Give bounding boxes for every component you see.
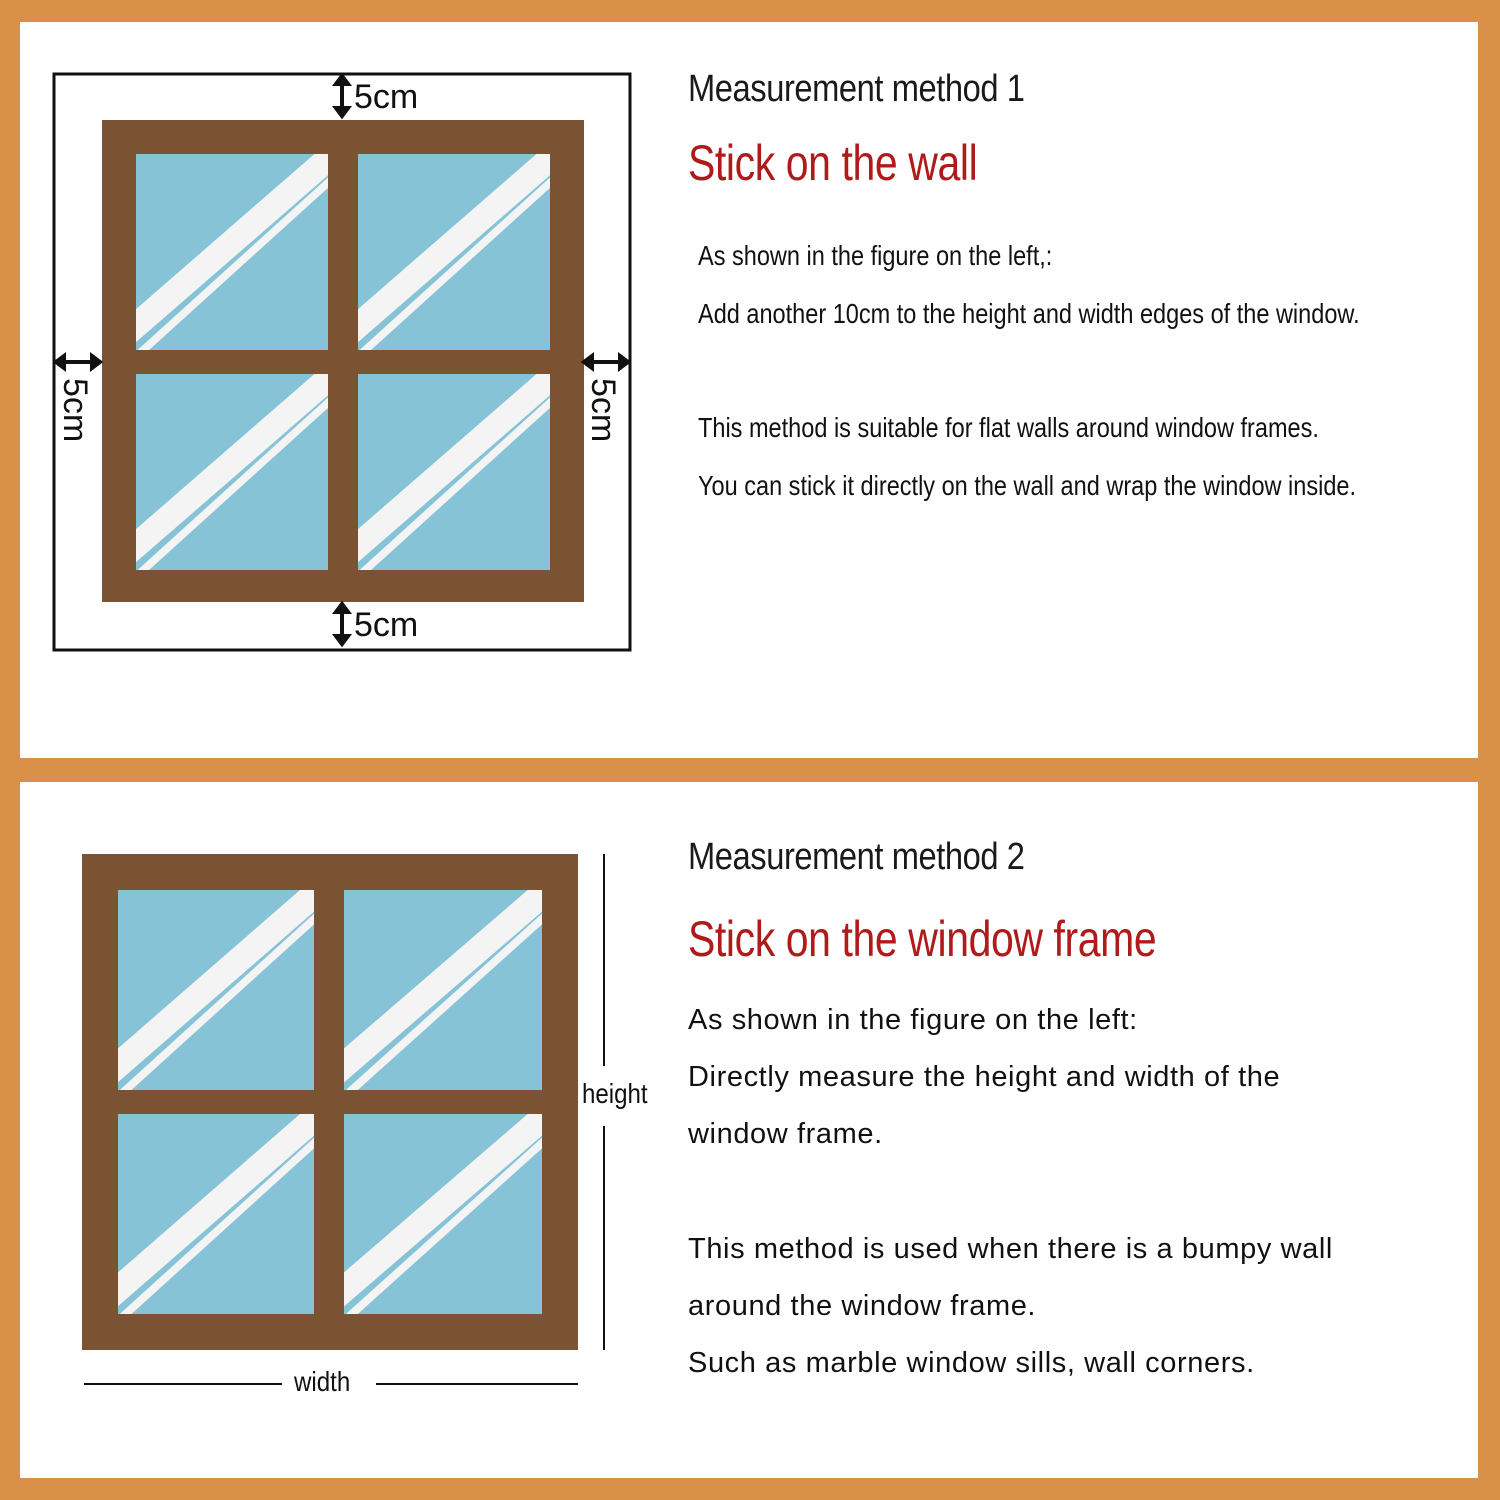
method2-line: Directly measure the height and width of the <box>688 1061 1281 1093</box>
method2-line: As shown in the figure on the left: <box>688 1004 1138 1036</box>
method2-panel <box>20 782 1478 1478</box>
method1-title: Stick on the wall <box>688 135 978 191</box>
method2-line: around the window frame. <box>688 1290 1037 1322</box>
method1-heading: Measurement method 1 <box>688 68 1025 110</box>
left-margin-label: 5cm <box>56 378 94 443</box>
method1-line: Add another 10cm to the height and width edges of the window. <box>698 298 1360 329</box>
method2-heading: Measurement method 2 <box>688 836 1025 878</box>
height-label: height <box>582 1078 648 1109</box>
width-label: width <box>294 1366 351 1397</box>
method1-panel <box>20 22 1478 758</box>
window-diagram-wall <box>20 22 1478 758</box>
bottom-margin-label: 5cm <box>354 606 419 644</box>
method1-line: You can stick it directly on the wall and wrap the window inside. <box>698 470 1357 501</box>
top-margin-label: 5cm <box>354 78 419 116</box>
method2-title: Stick on the window frame <box>688 911 1157 967</box>
method1-line: This method is suitable for flat walls around window frames. <box>698 412 1319 443</box>
method1-line: As shown in the figure on the left,: <box>698 240 1053 271</box>
right-margin-label: 5cm <box>584 378 622 443</box>
method2-line: Such as marble window sills, wall corners. <box>688 1347 1255 1379</box>
method2-line: This method is used when there is a bumpy wall <box>688 1233 1333 1265</box>
method2-line: window frame. <box>688 1118 883 1150</box>
